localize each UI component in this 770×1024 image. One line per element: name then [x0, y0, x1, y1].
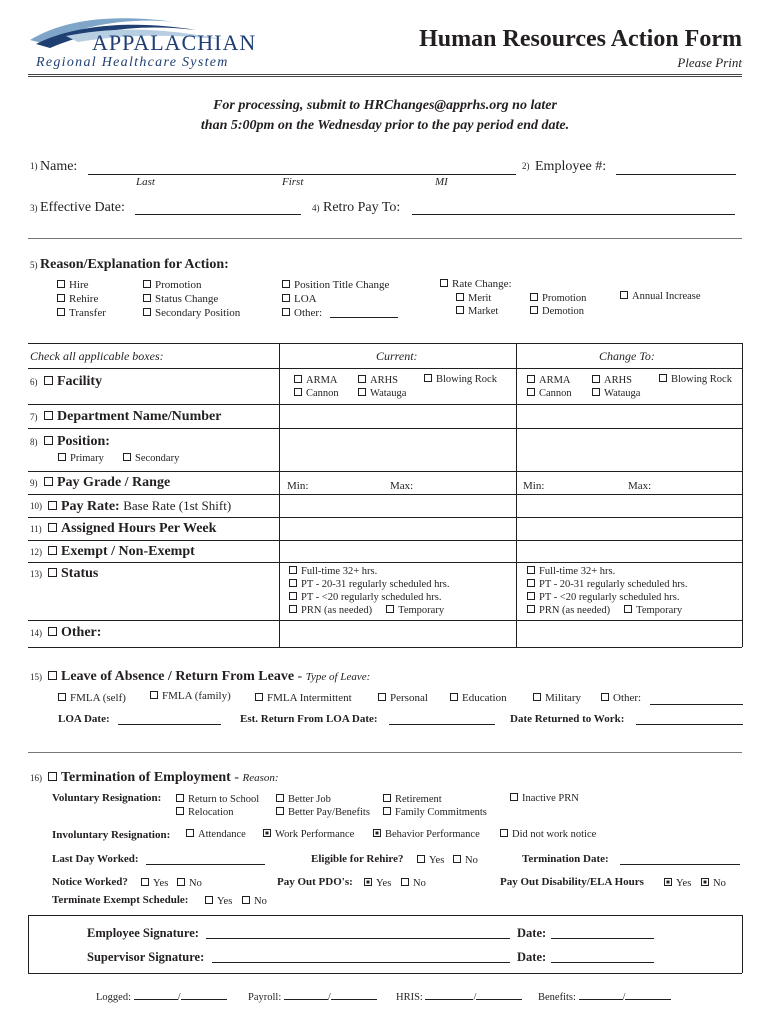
instructions-line2: than 5:00pm on the Wednesday prior to the pay period end date. [200, 118, 570, 133]
rate-promotion-checkbox[interactable]: Promotion [530, 292, 586, 305]
reason-hire-checkbox[interactable]: Hire [57, 278, 106, 292]
rehire-no-checkbox[interactable]: No [453, 855, 478, 866]
signature-box-top [28, 915, 742, 916]
pdo-yes-checkbox[interactable]: Yes [364, 878, 391, 889]
table-col-divider [516, 343, 517, 647]
hris-input-b[interactable] [476, 999, 522, 1000]
footer-benefits: Benefits: / [538, 992, 671, 1003]
loa-education-checkbox[interactable]: Education [450, 692, 507, 704]
table-header-current: Current: [376, 349, 418, 363]
hris-input-a[interactable] [425, 999, 473, 1000]
signature-box-left [28, 915, 29, 973]
position-primary-checkbox[interactable]: Primary [58, 453, 104, 464]
loa-military-checkbox[interactable]: Military [533, 692, 581, 704]
reason-promotion-checkbox[interactable]: Promotion [143, 278, 240, 292]
employee-date-label: Date: [517, 926, 547, 940]
rate-merit-checkbox[interactable]: Merit [456, 292, 498, 305]
change-watauga-checkbox[interactable]: Watauga [592, 387, 640, 400]
date-returned-label: Date Returned to Work: [510, 713, 625, 725]
loa-date-label: LOA Date: [58, 713, 110, 725]
field-number: 4) [312, 203, 320, 213]
position-secondary-checkbox[interactable]: Secondary [123, 453, 179, 464]
change-pt-20-31-checkbox[interactable]: PT - 20-31 regularly scheduled hrs. [527, 578, 688, 591]
inv-work-performance-checkbox[interactable]: Work Performance [263, 829, 354, 840]
reason-other-input[interactable] [330, 317, 398, 318]
current-arhs-checkbox[interactable]: ARHS [358, 374, 406, 387]
pay-out-pdo-label: Pay Out PDO's: [277, 876, 353, 888]
employee-number-label: Employee #: [535, 159, 607, 174]
termination-date-label: Termination Date: [522, 853, 609, 865]
retro-pay-label: Retro Pay To: [323, 200, 401, 215]
change-blowing-rock-checkbox[interactable]: Blowing Rock [659, 374, 732, 385]
loa-fmla-self-checkbox[interactable]: FMLA (self) [58, 692, 126, 704]
change-prn-checkbox[interactable]: PRN (as needed) [527, 605, 610, 616]
name-sub-mi: MI [435, 176, 448, 188]
current-prn-checkbox[interactable]: PRN (as needed) [289, 605, 372, 616]
retro-pay-input[interactable] [412, 214, 735, 215]
assigned-hours-checkbox[interactable]: Assigned Hours Per Week [48, 521, 216, 537]
rehire-yes-checkbox[interactable]: Yes [417, 855, 444, 866]
rehire-label: Eligible for Rehire? [311, 853, 404, 865]
current-temporary-checkbox[interactable]: Temporary [386, 605, 444, 616]
reason-transfer-checkbox[interactable]: Transfer [57, 306, 106, 320]
field-number: 5) [30, 260, 38, 270]
payroll-input-a[interactable] [284, 999, 328, 1000]
instructions-line1: For processing, submit to HRChanges@apprhs.org no later [213, 98, 557, 113]
table-row-border [28, 404, 742, 405]
terminate-exempt-label: Terminate Exempt Schedule: [52, 894, 189, 906]
divider [28, 752, 742, 753]
exempt-yes-checkbox[interactable]: Yes [205, 896, 232, 907]
notice-worked-label: Notice Worked? [52, 876, 128, 888]
field-number: 10) [30, 501, 42, 511]
termination-checkbox[interactable]: Termination of Employment - Reason: [48, 770, 279, 786]
effective-date-label: Effective Date: [40, 200, 125, 215]
vol-better-pay-checkbox[interactable]: Better Pay/Benefits [276, 806, 370, 819]
signature-box-right [742, 915, 743, 973]
pay-rate-checkbox[interactable]: Pay Rate: Base Rate (1st Shift) [48, 498, 231, 515]
exempt-checkbox[interactable]: Exempt / Non-Exempt [48, 544, 195, 560]
change-temporary-checkbox[interactable]: Temporary [624, 605, 682, 616]
current-blowing-rock-checkbox[interactable]: Blowing Rock [424, 374, 497, 385]
last-day-input[interactable] [146, 864, 265, 865]
change-arhs-checkbox[interactable]: ARHS [592, 374, 640, 387]
employee-signature-label: Employee Signature: [87, 926, 199, 940]
rate-demotion-checkbox[interactable]: Demotion [530, 305, 586, 318]
employee-number-input[interactable] [616, 174, 736, 175]
department-checkbox[interactable]: Department Name/Number [44, 409, 221, 425]
table-row-border [28, 562, 742, 563]
loa-date-input[interactable] [118, 724, 221, 725]
table-right-border [742, 343, 743, 647]
reason-rate-change-checkbox[interactable]: Rate Change: [440, 278, 512, 290]
inv-attendance-checkbox[interactable]: Attendance [186, 829, 246, 840]
employee-signature-input[interactable] [206, 938, 510, 939]
benefits-input-b[interactable] [625, 999, 671, 1000]
voluntary-label: Voluntary Resignation: [52, 792, 162, 804]
name-sub-first: First [282, 176, 304, 188]
signature-box-bottom [28, 973, 742, 974]
vol-return-school-checkbox[interactable]: Return to School [176, 793, 259, 806]
field-number: 1) [30, 161, 38, 171]
pay-out-disability-label: Pay Out Disability/ELA Hours [500, 876, 644, 888]
field-number: 7) [30, 412, 38, 422]
termination-date-input[interactable] [620, 864, 740, 865]
table-col-divider [279, 343, 280, 647]
change-min-label: Min: [523, 480, 545, 492]
page-subtitle: Please Print [677, 55, 742, 70]
name-input[interactable] [88, 174, 516, 175]
current-watauga-checkbox[interactable]: Watauga [358, 387, 406, 400]
change-cannon-checkbox[interactable]: Cannon [527, 387, 572, 400]
change-arma-checkbox[interactable]: ARMA [527, 374, 572, 387]
change-fulltime-checkbox[interactable]: Full-time 32+ hrs. [527, 565, 688, 578]
current-pt-under20-checkbox[interactable]: PT - <20 regularly scheduled hrs. [289, 591, 450, 604]
field-number: 8) [30, 437, 38, 447]
divider [28, 238, 742, 239]
involuntary-label: Involuntary Resignation: [52, 829, 171, 841]
table-top-border [28, 343, 742, 344]
status-checkbox[interactable]: Status [48, 566, 98, 582]
date-returned-input[interactable] [636, 724, 743, 725]
current-fulltime-checkbox[interactable]: Full-time 32+ hrs. [289, 565, 450, 578]
pay-grade-checkbox[interactable]: Pay Grade / Range [44, 475, 170, 491]
field-number: 3) [30, 203, 38, 213]
reason-loa-checkbox[interactable]: LOA [282, 292, 389, 306]
disability-yes-checkbox[interactable]: Yes [664, 878, 691, 889]
employee-date-input[interactable] [551, 938, 654, 939]
loa-fmla-intermittent-checkbox[interactable]: FMLA Intermittent [255, 692, 352, 704]
name-sub-last: Last [136, 176, 155, 188]
rate-annual-increase-checkbox[interactable]: Annual Increase [620, 291, 701, 302]
change-max-label: Max: [628, 480, 652, 492]
benefits-input-a[interactable] [579, 999, 623, 1000]
table-header-check-all: Check all applicable boxes: [30, 349, 164, 363]
loa-other-checkbox[interactable]: Other: [601, 692, 641, 704]
vol-inactive-prn-checkbox[interactable]: Inactive PRN [510, 793, 579, 804]
reason-rehire-checkbox[interactable]: Rehire [57, 292, 106, 306]
reason-position-title-checkbox[interactable]: Position Title Change [282, 278, 389, 292]
header-divider [28, 74, 742, 77]
loa-personal-checkbox[interactable]: Personal [378, 692, 428, 704]
facility-checkbox[interactable]: Facility [44, 374, 102, 390]
table-header-change-to: Change To: [599, 349, 655, 363]
table-row-border [28, 540, 742, 541]
supervisor-date-label: Date: [517, 950, 547, 964]
vol-better-job-checkbox[interactable]: Better Job [276, 793, 370, 806]
effective-date-input[interactable] [135, 214, 301, 215]
current-max-label: Max: [390, 480, 414, 492]
inv-no-notice-checkbox[interactable]: Did not work notice [500, 829, 596, 840]
current-cannon-checkbox[interactable]: Cannon [294, 387, 339, 400]
supervisor-signature-input[interactable] [212, 962, 510, 963]
table-row-border [28, 620, 742, 621]
loa-checkbox[interactable]: Leave of Absence / Return From Leave - Type of Leave: [48, 669, 370, 685]
disability-no-checkbox[interactable]: No [701, 878, 726, 889]
logged-input-a[interactable] [134, 999, 178, 1000]
field-number: 15) [30, 672, 42, 682]
logo-name: APPALACHIAN [92, 30, 257, 55]
exempt-no-checkbox[interactable]: No [242, 896, 267, 907]
vol-retirement-checkbox[interactable]: Retirement [383, 793, 487, 806]
supervisor-date-input[interactable] [551, 962, 654, 963]
field-number: 14) [30, 628, 42, 638]
field-number: 16) [30, 773, 42, 783]
rate-market-checkbox[interactable]: Market [456, 305, 498, 318]
vol-relocation-checkbox[interactable]: Relocation [176, 806, 259, 819]
table-row-border [28, 368, 742, 369]
table-row-border [28, 517, 742, 518]
other-checkbox[interactable]: Other: [48, 625, 101, 641]
est-return-input[interactable] [389, 724, 495, 725]
notice-no-checkbox[interactable]: No [177, 878, 202, 889]
reason-other-checkbox[interactable]: Other: [282, 306, 389, 320]
last-day-label: Last Day Worked: [52, 853, 139, 865]
footer-logged: Logged: / [96, 992, 227, 1003]
field-number: 13) [30, 569, 42, 579]
field-number: 2) [522, 161, 530, 171]
table-row-border [28, 494, 742, 495]
field-number: 11) [30, 524, 42, 534]
loa-fmla-family-checkbox[interactable]: FMLA (family) [150, 690, 231, 702]
logo-subtitle: Regional Healthcare System [36, 55, 229, 70]
page-title: Human Resources Action Form [419, 26, 742, 52]
payroll-input-b[interactable] [331, 999, 377, 1000]
supervisor-signature-label: Supervisor Signature: [87, 950, 205, 964]
table-bottom-border [28, 647, 742, 648]
reason-secondary-position-checkbox[interactable]: Secondary Position [143, 306, 240, 320]
position-checkbox[interactable]: Position: [44, 434, 110, 450]
loa-other-input[interactable] [650, 704, 743, 705]
current-pt-20-31-checkbox[interactable]: PT - 20-31 regularly scheduled hrs. [289, 578, 450, 591]
name-label: Name: [40, 159, 78, 174]
reason-status-change-checkbox[interactable]: Status Change [143, 292, 240, 306]
est-return-label: Est. Return From LOA Date: [240, 713, 378, 725]
table-row-border [28, 471, 742, 472]
field-number: 9) [30, 478, 38, 488]
notice-yes-checkbox[interactable]: Yes [141, 878, 168, 889]
change-pt-under20-checkbox[interactable]: PT - <20 regularly scheduled hrs. [527, 591, 688, 604]
field-number: 6) [30, 377, 38, 387]
reason-title: Reason/Explanation for Action: [40, 257, 229, 272]
vol-family-checkbox[interactable]: Family Commitments [383, 806, 487, 819]
pdo-no-checkbox[interactable]: No [401, 878, 426, 889]
logged-input-b[interactable] [181, 999, 227, 1000]
inv-behavior-performance-checkbox[interactable]: Behavior Performance [373, 829, 480, 840]
footer-hris: HRIS: / [396, 992, 522, 1003]
footer-payroll: Payroll: / [248, 992, 377, 1003]
current-min-label: Min: [287, 480, 309, 492]
field-number: 12) [30, 547, 42, 557]
current-arma-checkbox[interactable]: ARMA [294, 374, 339, 387]
table-row-border [28, 428, 742, 429]
